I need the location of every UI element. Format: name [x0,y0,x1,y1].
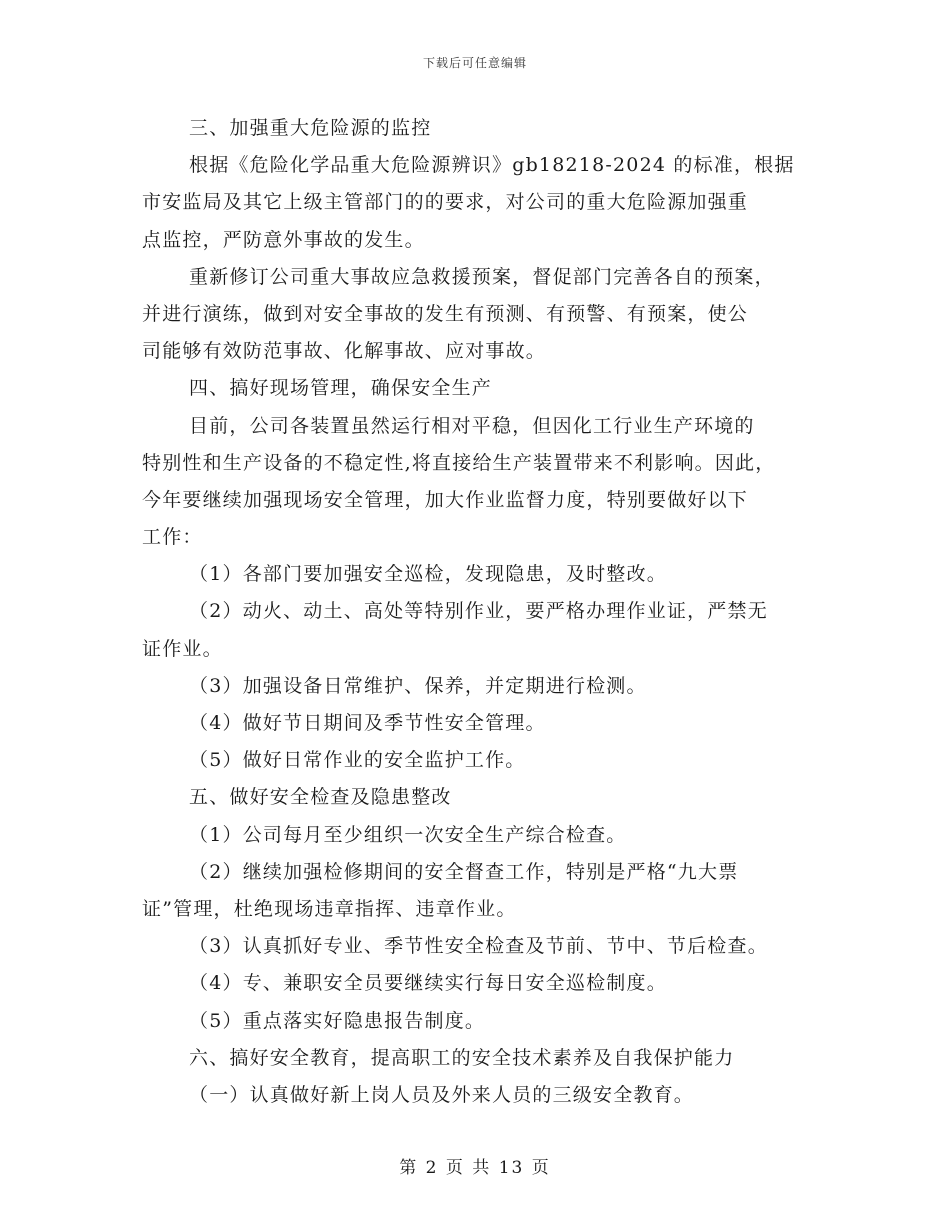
text-line: （3）认真抓好专业、季节性安全检查及节前、节中、节后检查。 [189,935,768,958]
text-line: （2）动火、动土、高处等特别作业，要严格办理作业证，严禁无 [189,600,768,623]
text-line: 六、搞好安全教育，提高职工的安全技术素养及自我保护能力 [189,1046,735,1069]
text-line: （2）继续加强检修期间的安全督查工作，特别是严格“九大票 [189,860,739,883]
text-line: 三、加强重大危险源的监控 [189,117,432,139]
text-line: 点监控，严防意外事故的发生。 [142,228,425,251]
text-line: 市安监局及其它上级主管部门的的要求，对公司的重大危险源加强重 [142,191,749,214]
text-line: 并进行演练，做到对安全事故的发生有预测、有预警、有预案，使公 [142,302,749,325]
text-line: （1）各部门要加强安全巡检，发现隐患，及时整改。 [189,563,667,586]
document-body [142,110,802,1114]
text-line: （5）重点落实好隐患报告制度。 [189,1009,486,1032]
text-line: 证作业。 [142,637,223,660]
text-line: 四、搞好现场管理，确保安全生产 [189,377,493,400]
text-line: 工作： [142,526,203,549]
text-line: 目前，公司各装置虽然运行相对平稳，但因化工行业生产环境的 [189,414,755,437]
text-line: 根据《危险化学品重大危险源辨识》gb18218-2024 的标准，根据 [189,154,795,177]
text-line: 今年要继续加强现场安全管理，加大作业监督力度，特别要做好以下 [142,488,749,511]
text-line: 特别性和生产设备的不稳定性,将直接给生产装置带来不利影响。因此， [142,451,776,474]
text-line: 司能够有效防范事故、化解事故、应对事故。 [142,340,547,363]
text-line: （5）做好日常作业的安全监护工作。 [189,749,526,772]
page-number-footer: 第 2 页 共 13 页 [399,1158,551,1178]
text-line: （1）公司每月至少组织一次安全生产综合检查。 [189,823,627,846]
text-line: （4）专、兼职安全员要继续实行每日安全巡检制度。 [189,972,667,995]
text-line: （4）做好节日期间及季节性安全管理。 [189,712,546,734]
text-line: 重新修订公司重大事故应急救援预案，督促部门完善各自的预案， [189,265,775,288]
text-line: （3）加强设备日常维护、保养，并定期进行检测。 [189,674,647,697]
text-line: 五、做好安全检查及隐患整改 [189,786,452,809]
text-line: （一）认真做好新上岗人员及外来人员的三级安全教育。 [189,1083,695,1106]
text-line: 证”管理，杜绝现场违章指挥、违章作业。 [142,897,517,920]
page-header: 下载后可任意编辑 [422,56,527,70]
